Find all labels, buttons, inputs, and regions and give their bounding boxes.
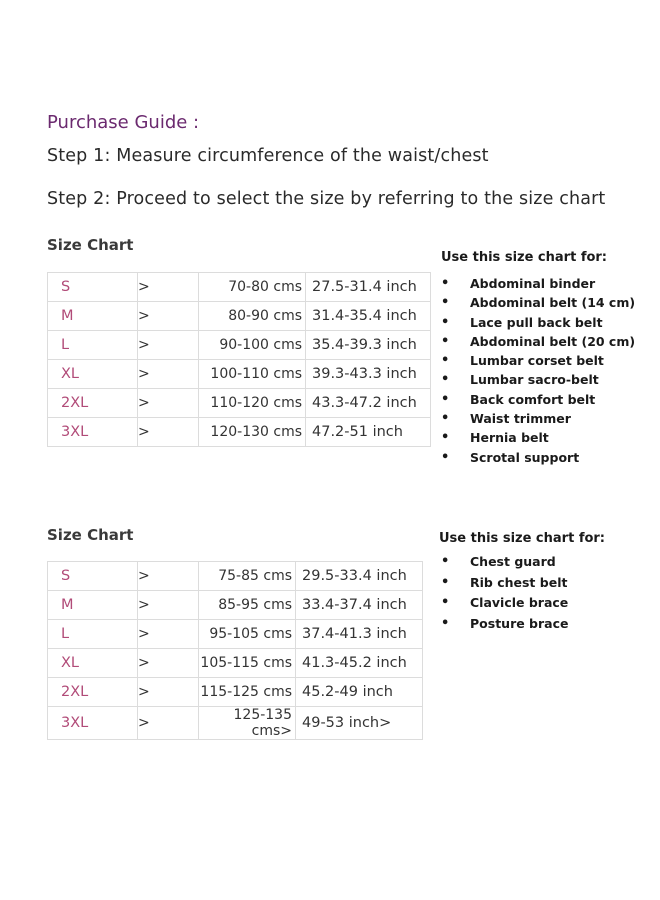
list-item-label: Hernia belt <box>470 430 549 446</box>
size-chart-1-table <box>47 272 431 447</box>
bullet-icon: • <box>441 372 450 388</box>
cms-range: 100-110 cms <box>199 360 306 389</box>
inch-range: 35.4-39.3 inch <box>306 331 431 360</box>
size-chart-2-table <box>47 561 423 740</box>
bullet-icon: • <box>441 554 450 569</box>
bullet-icon: • <box>441 333 450 349</box>
table-row <box>48 302 431 331</box>
cms-range: 125-135 cms> <box>199 707 296 740</box>
size-label: S <box>48 562 138 591</box>
bullet-icon: • <box>441 276 450 291</box>
arrow-icon: > <box>138 418 199 447</box>
list-item <box>441 552 569 573</box>
size-label: 3XL <box>48 707 138 740</box>
size-chart-1-title: Size Chart <box>47 236 134 254</box>
size-label: XL <box>48 649 138 678</box>
inch-range: 49-53 inch> <box>296 707 423 740</box>
table-row <box>48 562 423 591</box>
cms-range: 120-130 cms <box>199 418 306 447</box>
arrow-icon: > <box>138 591 199 620</box>
table-row <box>48 591 423 620</box>
bullet-icon: • <box>441 353 450 369</box>
inch-range: 47.2-51 inch <box>306 418 431 447</box>
arrow-icon: > <box>138 302 199 331</box>
list-item-label: Waist trimmer <box>470 411 571 427</box>
bullet-icon: • <box>441 449 450 465</box>
bullet-icon: • <box>441 574 450 590</box>
size-label: M <box>48 591 138 620</box>
size-label: L <box>48 620 138 649</box>
inch-range: 29.5-33.4 inch <box>296 562 423 591</box>
list-item <box>441 293 635 312</box>
bullet-icon: • <box>441 314 450 330</box>
arrow-icon: > <box>138 678 199 707</box>
list-item <box>441 593 569 614</box>
list-item-label: Scrotal support <box>470 449 580 465</box>
list-item <box>441 313 635 332</box>
inch-range: 33.4-37.4 inch <box>296 591 423 620</box>
list-item-label: Back comfort belt <box>470 391 596 407</box>
list-item <box>441 614 569 635</box>
cms-range: 105-115 cms <box>199 649 296 678</box>
inch-range: 45.2-49 inch <box>296 678 423 707</box>
list-item <box>441 448 635 467</box>
list-item-label: Abdominal binder <box>470 276 596 291</box>
cms-range: 95-105 cms <box>199 620 296 649</box>
cms-range: 80-90 cms <box>199 302 306 331</box>
step-1-text: Step 1: Measure circumference of the waist/chest <box>47 146 489 166</box>
table-row <box>48 649 423 678</box>
size-label: 2XL <box>48 678 138 707</box>
inch-range: 37.4-41.3 inch <box>296 620 423 649</box>
bullet-icon: • <box>441 295 450 311</box>
arrow-icon: > <box>138 389 199 418</box>
list-item-label: Posture brace <box>470 615 569 631</box>
size-label: S <box>48 273 138 302</box>
cms-range: 70-80 cms <box>199 273 306 302</box>
list-item <box>441 409 635 428</box>
list-item <box>441 390 635 409</box>
cms-range: 110-120 cms <box>199 389 306 418</box>
purchase-guide-title: Purchase Guide : <box>47 112 200 133</box>
table-row <box>48 360 431 389</box>
size-label: L <box>48 331 138 360</box>
bullet-icon: • <box>441 615 450 631</box>
use-chart-2-list <box>441 552 569 634</box>
step-2-text: Step 2: Proceed to select the size by referring to the size chart <box>47 189 606 209</box>
list-item <box>441 351 635 370</box>
size-label: M <box>48 302 138 331</box>
use-chart-1-title: Use this size chart for: <box>441 250 608 265</box>
size-chart-2-title: Size Chart <box>47 526 134 544</box>
inch-range: 41.3-45.2 inch <box>296 649 423 678</box>
list-item-label: Clavicle brace <box>470 595 569 610</box>
table-row <box>48 331 431 360</box>
size-label: XL <box>48 360 138 389</box>
size-label: 3XL <box>48 418 138 447</box>
list-item <box>441 573 569 594</box>
arrow-icon: > <box>138 562 199 591</box>
list-item-label: Abdominal belt (20 cm) <box>470 333 636 349</box>
use-chart-1-list <box>441 274 635 467</box>
arrow-icon: > <box>138 360 199 389</box>
list-item-label: Abdominal belt (14 cm) <box>470 295 636 311</box>
bullet-icon: • <box>441 430 450 446</box>
list-item-label: Rib chest belt <box>470 574 568 590</box>
table-row <box>48 418 431 447</box>
list-item <box>441 332 635 351</box>
arrow-icon: > <box>138 649 199 678</box>
arrow-icon: > <box>138 273 199 302</box>
arrow-icon: > <box>138 620 199 649</box>
cms-range: 85-95 cms <box>199 591 296 620</box>
cms-range: 115-125 cms <box>199 678 296 707</box>
arrow-icon: > <box>138 707 199 740</box>
inch-range: 31.4-35.4 inch <box>306 302 431 331</box>
bullet-icon: • <box>441 391 450 407</box>
list-item <box>441 428 635 447</box>
inch-range: 43.3-47.2 inch <box>306 389 431 418</box>
bullet-icon: • <box>441 595 450 610</box>
inch-range: 39.3-43.3 inch <box>306 360 431 389</box>
table-row <box>48 389 431 418</box>
list-item-label: Lumbar sacro-belt <box>470 372 599 388</box>
cms-range: 90-100 cms <box>199 331 306 360</box>
list-item-label: Lace pull back belt <box>470 314 603 330</box>
list-item <box>441 274 635 293</box>
list-item <box>441 370 635 389</box>
list-item-label: Chest guard <box>470 554 556 569</box>
table-row <box>48 678 423 707</box>
cms-range: 75-85 cms <box>199 562 296 591</box>
bullet-icon: • <box>441 411 450 427</box>
list-item-label: Lumbar corset belt <box>470 353 604 369</box>
table-row <box>48 707 423 740</box>
table-row <box>48 273 431 302</box>
arrow-icon: > <box>138 331 199 360</box>
inch-range: 27.5-31.4 inch <box>306 273 431 302</box>
table-row <box>48 620 423 649</box>
use-chart-2-title: Use this size chart for: <box>439 531 606 546</box>
size-label: 2XL <box>48 389 138 418</box>
